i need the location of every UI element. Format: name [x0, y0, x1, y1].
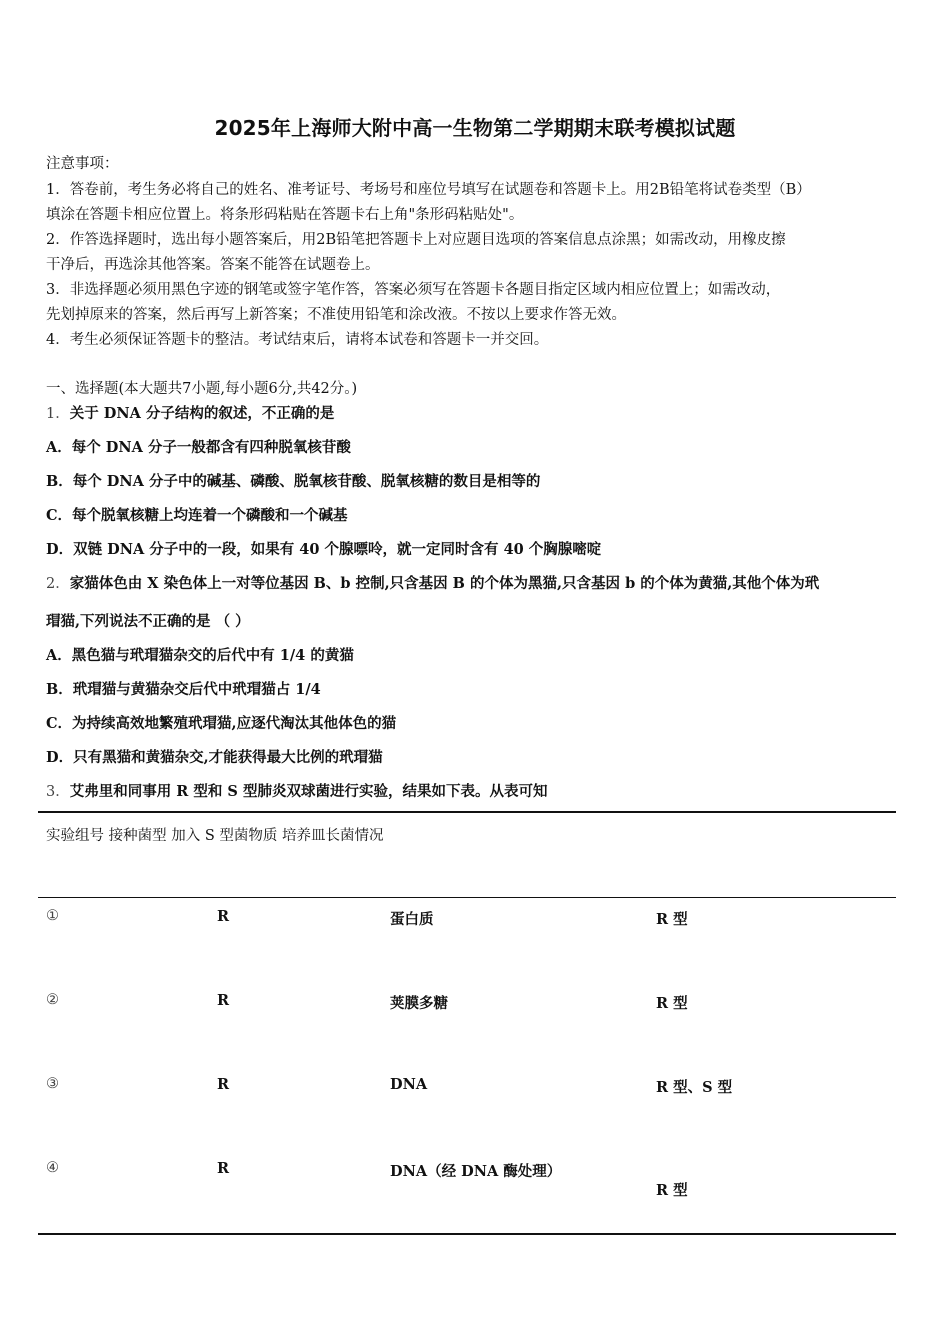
table-cell: R: [217, 1160, 230, 1177]
table-bottom-rule: [38, 1233, 896, 1235]
notice-line: 1．答卷前，考生务必将自己的姓名、准考证号、考场号和座位号填写在试题卷和答题卡上。用2B铅笔将试卷类型（B）: [46, 182, 811, 198]
question-2-stem-continued: 瑁猫,下列说法不正确的是 （ ）: [46, 613, 250, 630]
notice-heading: 注意事项：: [46, 156, 119, 172]
question-1-option-c: C．每个脱氧核糖上均连着一个磷酸和一个碱基: [46, 507, 348, 524]
question-2-option-c: C．为持续高效地繁殖玳瑁猫,应逐代淘汰其他体色的猫: [46, 715, 397, 732]
question-2-option-a: A．黑色猫与玳瑁猫杂交的后代中有 1/4 的黄猫: [46, 647, 354, 664]
notice-line: 4．考生必须保证答题卡的整洁。考试结束后，请将本试卷和答题卡一并交回。: [46, 332, 549, 348]
question-2-stem: [46, 572, 819, 593]
question-1-option-a: A．每个 DNA 分子一般都含有四种脱氧核苷酸: [46, 439, 351, 456]
section-heading: 一、选择题(本大题共7小题,每小题6分,共42分。): [46, 381, 358, 397]
table-cell: DNA（经 DNA 酶处理）: [390, 1163, 562, 1180]
question-2-option-b: B．玳瑁猫与黄猫杂交后代中玳瑁猫占 1/4: [46, 681, 321, 698]
question-number: 2．: [46, 576, 70, 592]
table-cell: ①: [46, 908, 59, 924]
notice-line: 填涂在答题卡相应位置上。将条形码粘贴在答题卡右上角"条形码粘贴处"。: [46, 207, 524, 223]
question-3-stem: [46, 780, 547, 801]
question-text: 关于 DNA 分子结构的叙述，不正确的是: [69, 405, 335, 422]
table-cell: R 型: [656, 995, 688, 1012]
page-title: 2025年上海师大附中高一生物第二学期期末联考模拟试题: [214, 116, 736, 140]
table-cell: R 型: [656, 911, 688, 928]
question-text: 艾弗里和同事用 R 型和 S 型肺炎双球菌进行实验，结果如下表。从表可知: [69, 783, 548, 800]
table-header: 实验组号 接种菌型 加入 S 型菌物质 培养皿长菌情况: [46, 828, 384, 844]
question-2-option-d: D．只有黑猫和黄猫杂交,才能获得最大比例的玳瑁猫: [46, 749, 383, 766]
notice-line: 2．作答选择题时，选出每小题答案后，用2B铅笔把答题卡上对应题目选项的答案信息点涂黑；如需改动，用橡皮擦: [46, 232, 786, 248]
notice-line: 先划掉原来的答案，然后再写上新答案；不准使用铅笔和涂改液。不按以上要求作答无效。: [46, 307, 626, 323]
table-cell: ②: [46, 992, 59, 1008]
table-cell: DNA: [390, 1076, 428, 1093]
table-cell: R 型: [656, 1182, 688, 1199]
notice-line: 干净后，再选涂其他答案。答案不能答在试题卷上。: [46, 257, 380, 273]
notice-line: 3．非选择题必须用黑色字迹的钢笔或签字笔作答，答案必须写在答题卡各题目指定区域内相应位置上；如需改动，: [46, 282, 781, 298]
table-cell: ③: [46, 1076, 59, 1092]
table-cell: R: [217, 1076, 230, 1093]
table-cell: R 型、S 型: [656, 1079, 733, 1096]
table-cell: 蛋白质: [390, 911, 434, 928]
table-top-rule: [38, 811, 896, 813]
table-cell: 荚膜多糖: [390, 995, 448, 1012]
question-1-stem: [46, 402, 334, 423]
table-cell: R: [217, 908, 230, 925]
question-1-option-b: B．每个 DNA 分子中的碱基、磷酸、脱氧核苷酸、脱氧核糖的数目是相等的: [46, 473, 541, 490]
question-number: 3．: [46, 784, 70, 800]
table-cell: R: [217, 992, 230, 1009]
question-text: 家猫体色由 X 染色体上一对等位基因 B、b 控制,只含基因 B 的个体为黑猫,只含基因 b 的个体为黄猫,其他个体为玳: [69, 575, 820, 592]
question-number: 1．: [46, 406, 70, 422]
question-1-option-d: D．双链 DNA 分子中的一段，如果有 40 个腺嘌呤，就一定同时含有 40 个胸腺嘧啶: [46, 541, 602, 558]
table-header-rule: [38, 897, 896, 898]
table-cell: ④: [46, 1160, 59, 1176]
